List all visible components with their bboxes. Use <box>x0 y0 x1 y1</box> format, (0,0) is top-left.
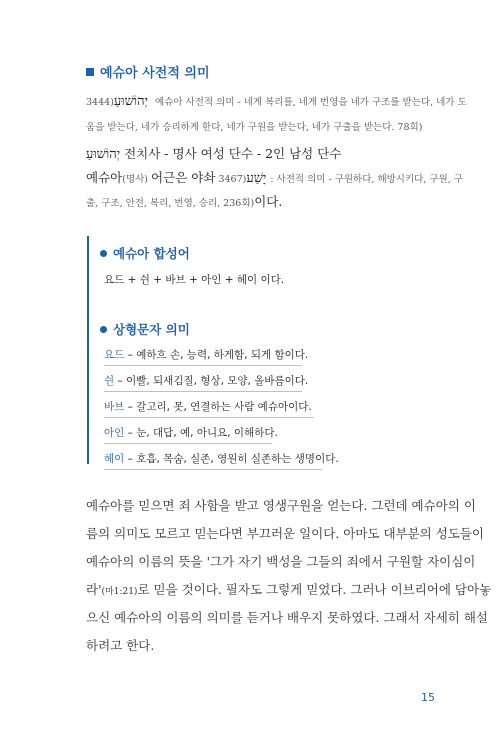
grammar-line <box>86 146 436 163</box>
section-heading-text: 예슈아 사전적 의미 <box>100 66 210 81</box>
scripture-reference: (마1:21) <box>101 587 138 597</box>
root-line-1 <box>86 170 463 187</box>
pictograph-item-yod <box>104 347 308 362</box>
underline-divider <box>104 365 302 366</box>
sentence-ending: 이다. <box>254 194 283 209</box>
compound-heading <box>100 244 190 262</box>
pictograph-heading-text: 상형문자 의미 <box>113 322 190 337</box>
circle-bullet-icon <box>100 250 107 257</box>
body-line: 름의 의미도 모르고 믿는다면 부끄러운 일이다. 아마도 대부분의 성도들이 <box>86 526 485 541</box>
hebrew-word: יְהוֹשׁוּעַ <box>113 94 149 109</box>
page-number: 15 <box>421 691 435 704</box>
pictograph-heading <box>100 320 190 338</box>
pictograph-meaning: – 호흡, 목숨, 실존, 영원히 실존하는 생명이다. <box>124 453 339 465</box>
body-text: 로 믿을 것이다. 필자도 그렇게 믿었다. 그러나 이브리어에 담아놓 <box>137 582 492 597</box>
body-line: 예슈아의 이름의 뜻을 '그가 자기 백성을 그들의 죄에서 구원할 자이심이 <box>86 554 476 569</box>
body-text: 라' <box>86 582 102 597</box>
root-line-2 <box>86 194 436 211</box>
circle-bullet-icon <box>100 326 107 333</box>
section-heading-dictionary-meaning <box>86 62 210 81</box>
pictograph-term: 아인 <box>104 427 125 439</box>
body-line: 하려고 한다. <box>86 638 155 653</box>
pictograph-meaning: – 갈고리, 못, 연결하는 사람 예슈아이다. <box>124 401 312 413</box>
body-line: 으신 예슈아의 이름의 의미를 듣거나 배우지 못하였다. 그래서 자세히 해설 <box>86 610 488 625</box>
pictograph-term: 헤이 <box>104 453 125 465</box>
underline-divider <box>104 443 272 444</box>
pictograph-meaning: – 예하흐 손, 능력, 하게함, 되게 함이다. <box>124 349 309 361</box>
definition-text: 움을 받는다, 네가 승리하게 한다, 네가 구원을 받는다, 네가 구출을 받는다. 78회) <box>86 122 423 133</box>
pictograph-term: 바브 <box>104 401 125 413</box>
underline-divider <box>104 417 314 418</box>
underline-divider <box>104 391 302 392</box>
body-line: 예슈아를 믿으면 죄 사함을 받고 영생구원을 얻는다. 그런데 예슈아의 이 <box>86 498 476 513</box>
pictograph-item-ayin <box>104 425 278 440</box>
pictograph-term: 요드 <box>104 349 125 361</box>
hebrew-root: יָשַׁע <box>246 171 267 186</box>
part-of-speech: (명사) <box>122 174 149 185</box>
pictograph-meaning: – 눈, 대답, 예, 아니요, 이해하다. <box>124 427 278 439</box>
root-definition-text: 출, 구조, 안전, 복리, 번영, 승리, 236회) <box>86 198 255 209</box>
word-yeshua: 예슈아 <box>86 170 123 185</box>
root-definition-text: (3467: 사전적 의미 - 구원하다, 해방시키다, 구원, 구 <box>218 174 463 185</box>
definition-text: (3444 예슈아 사전적 의미 - 네게 복리를, 네게 번영을 네가 구조를 받는다, 네가 도 <box>86 97 467 108</box>
hebrew-word-prefixed: יְהוֹשׁוּעַ <box>86 147 121 162</box>
underline-divider <box>104 469 322 470</box>
definition-line-2 <box>86 120 436 135</box>
pictograph-term: 쉰 <box>104 375 115 387</box>
pictograph-meaning: – 이빨, 되새김질, 형상, 모양, 올바름이다. <box>114 375 309 387</box>
root-prefix: 어근은 야솨 <box>151 170 216 185</box>
compound-heading-text: 예슈아 합성어 <box>113 246 190 261</box>
body-line <box>86 580 491 598</box>
pictograph-item-vav <box>104 399 312 414</box>
pictograph-item-he <box>104 451 339 466</box>
pictograph-item-shin <box>104 373 308 388</box>
square-bullet-icon <box>86 68 94 76</box>
box-left-rule <box>87 236 89 464</box>
definition-line-1 <box>86 94 467 110</box>
grammar-text: 전치사 - 명사 여성 단수 - 2인 남성 단수 <box>124 146 342 161</box>
compound-text: 요드 + 쉰 + 바브 + 아인 + 헤이 이다. <box>104 274 285 286</box>
